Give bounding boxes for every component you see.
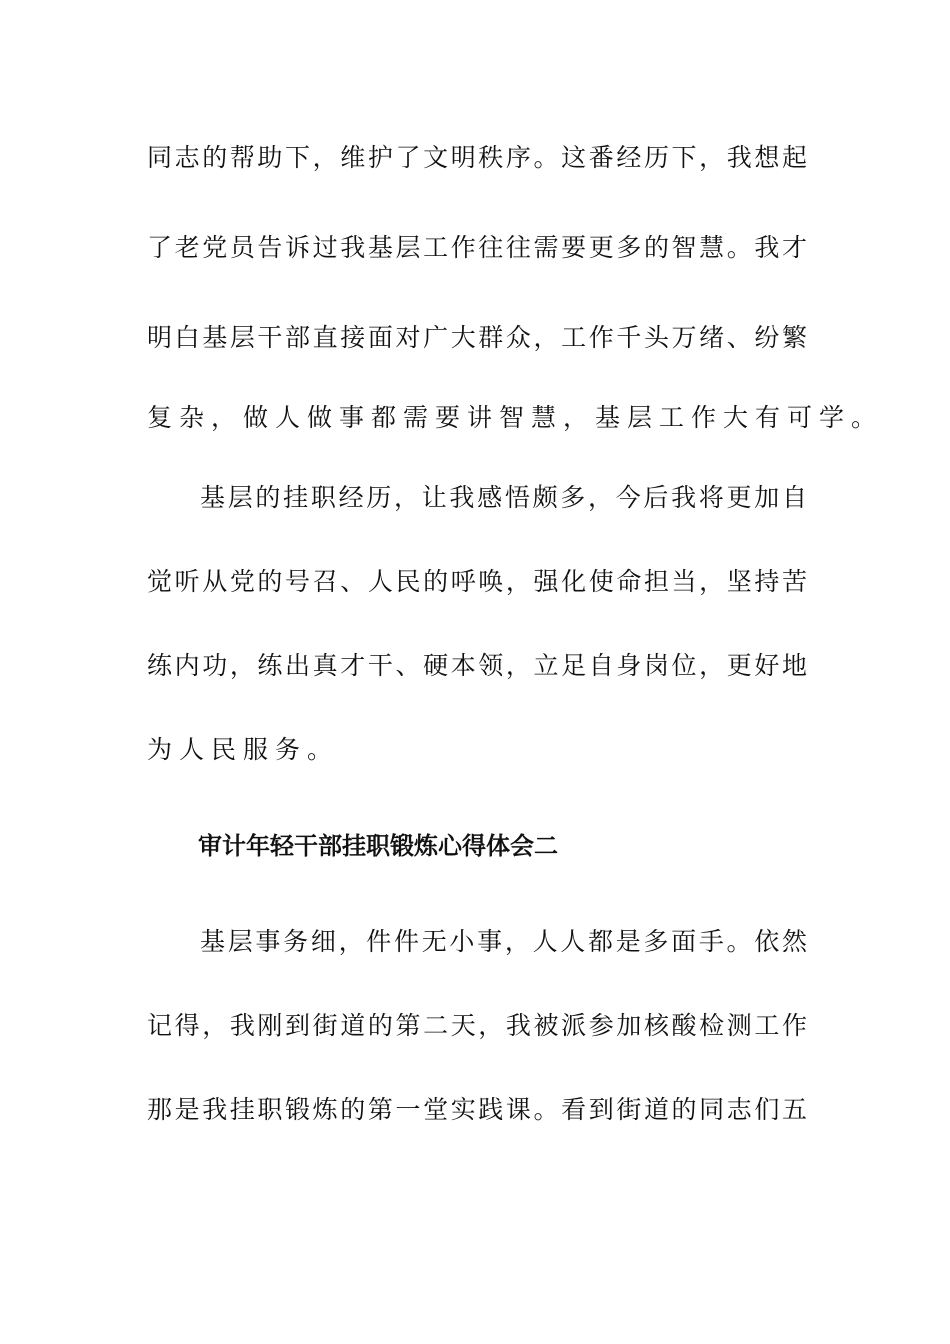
paragraph-1-line-4: 复杂，做人做事都需要讲智慧，基层工作大有可学。 [147,403,884,432]
paragraph-2-line-4: 为人民服务。 [147,735,340,764]
paragraph-3-line-3: 那是我挂职锻炼的第一堂实践课。看到街道的同志们五 [147,1095,807,1124]
paragraph-3-line-2: 记得，我刚到街道的第二天，我被派参加核酸检测工作 [147,1011,807,1040]
paragraph-3-line-1: 基层事务细，件件无小事，人人都是多面手。依然 [200,927,807,956]
paragraph-1-line-2: 了老党员告诉过我基层工作往往需要更多的智慧。我才 [147,233,807,262]
paragraph-2-line-3: 练内功，练出真才干、硬本领，立足自身岗位，更好地 [147,651,807,680]
paragraph-2-line-2: 觉听从党的号召、人民的呼唤，强化使命担当，坚持苦 [147,567,807,596]
paragraph-1-line-3: 明白基层干部直接面对广大群众，工作千头万绪、纷繁 [147,323,807,352]
paragraph-1-line-1: 同志的帮助下，维护了文明秩序。这番经历下，我想起 [147,143,807,172]
section-heading: 审计年轻干部挂职锻炼心得体会二 [198,832,558,860]
paragraph-2-line-1: 基层的挂职经历，让我感悟颇多，今后我将更加自 [200,483,807,512]
